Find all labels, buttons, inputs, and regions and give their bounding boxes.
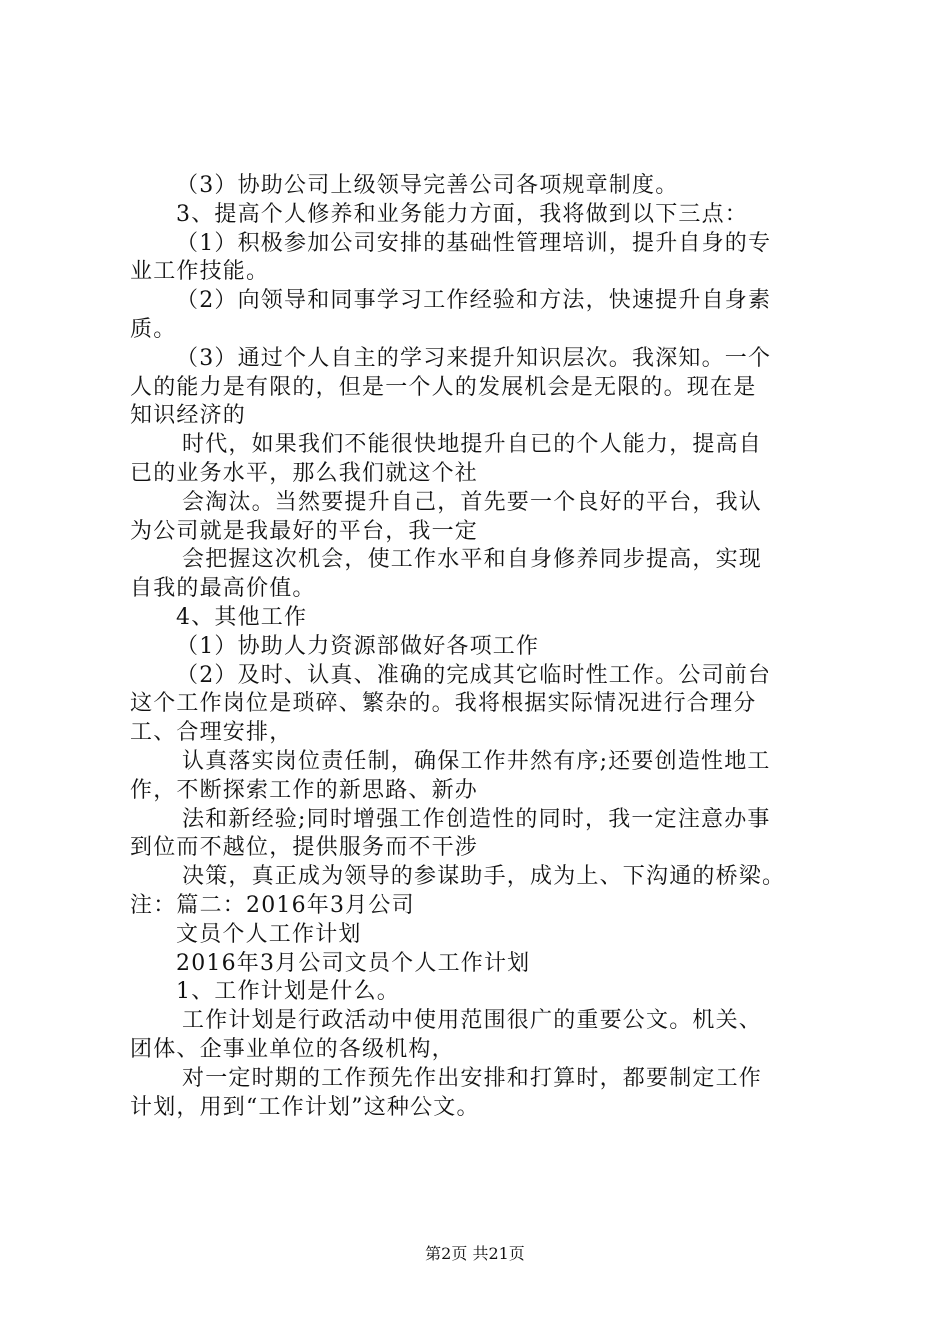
text-line: 作，不断探索工作的新思路、新办 [130,777,479,803]
text-line: 会把握这次机会，使工作水平和自身修养同步提高，实现 [182,547,763,573]
text-line: 4、其他工作 [176,604,308,630]
text-line: （2）向领导和同事学习工作经验和方法，快速提升自身素 [176,288,772,314]
text-line: 对一定时期的工作预先作出安排和打算时，都要制定工作 [182,1065,763,1091]
text-line: 业工作技能。 [130,259,270,285]
text-line: 自我的最高价值。 [130,576,316,602]
text-line: （2）及时、认真、准确的完成其它临时性工作。公司前台 [176,662,772,688]
text-line: 工作计划是行政活动中使用范围很广的重要公文。机关、 [182,1008,763,1034]
text-line: 到位而不越位，提供服务而不干涉 [130,835,479,861]
text-line: （1）积极参加公司安排的基础性管理培训，提升自身的专 [176,230,772,256]
text-line: （3）协助公司上级领导完善公司各项规章制度。 [176,173,679,198]
text-line: 计划，用到“工作计划”这种公文。 [130,1094,480,1120]
text-line: （3）通过个人自主的学习来提升知识层次。我深知。一个 [176,345,772,371]
text-line: 为公司就是我最好的平台，我一定 [130,518,479,544]
text-line: 文员个人工作计划 [176,921,362,947]
document-body [130,172,840,1122]
text-line: 人的能力是有限的，但是一个人的发展机会是无限的。现在是 [130,374,757,400]
page-number-footer: 第2页 共21页 [425,1244,525,1263]
text-line: 团体、企事业单位的各级机构， [130,1036,455,1062]
text-line: 工、合理安排， [130,720,293,746]
text-line: （1）协助人力资源部做好各项工作 [176,633,540,659]
text-line: 已的业务水平，那么我们就这个社 [130,460,479,486]
text-line: 会淘汰。当然要提升自己，首先要一个良好的平台，我认 [182,489,763,515]
text-line: 知识经济的 [130,403,247,429]
text-line: 时代，如果我们不能很快地提升自已的个人能力，提高自 [182,432,763,458]
text-line: 2016年3月公司文员个人工作计划 [176,950,531,976]
text-line: 决策，真正成为领导的参谋助手，成为上、下沟通的桥梁。 [182,864,786,890]
text-line: 1、工作计划是什么。 [176,979,400,1005]
text-line: 注：篇二：2016年3月公司 [130,892,415,918]
text-line: 法和新经验;同时增强工作创造性的同时，我一定注意办事 [182,806,771,832]
text-line: 质。 [130,316,177,342]
text-line: 认真落实岗位责任制，确保工作井然有序;还要创造性地工 [182,748,771,774]
text-line: 3、提高个人修养和业务能力方面，我将做到以下三点： [176,201,748,227]
text-line: 这个工作岗位是琐碎、繁杂的。我将根据实际情况进行合理分 [130,691,757,717]
